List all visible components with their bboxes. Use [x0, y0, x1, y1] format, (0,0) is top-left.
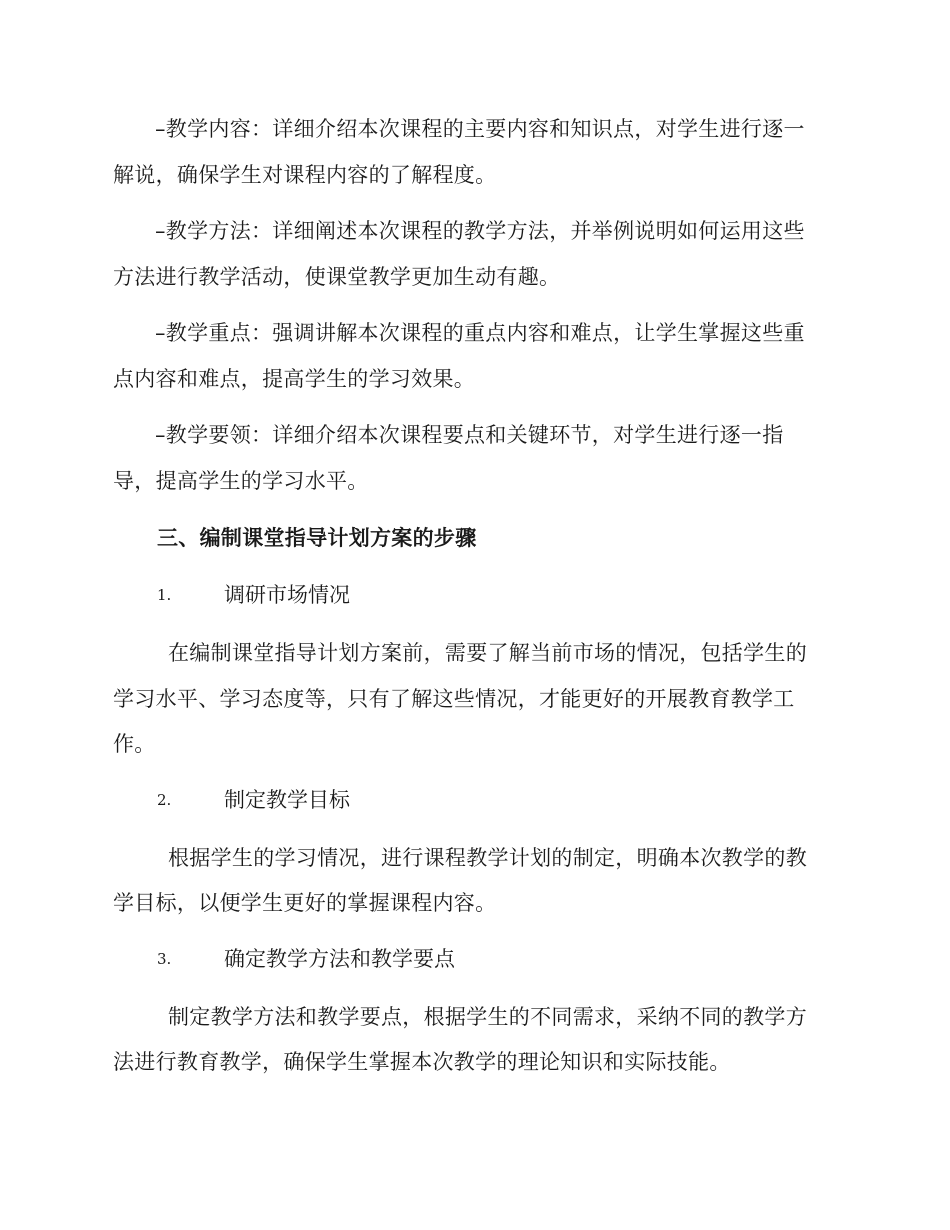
- section-heading: 三、编制课堂指导计划方案的步骤: [157, 526, 477, 550]
- step-3-title: 确定教学方法和教学要点: [224, 947, 455, 971]
- step-3-number: 3.: [157, 950, 172, 968]
- paragraph-method-line-2: 方法进行教学活动，使课堂教学更加生动有趣。: [113, 265, 561, 289]
- paragraph-method-line-1: –教学方法：详细阐述本次课程的教学方法，并举例说明如何运用这些: [155, 219, 805, 243]
- paragraph-focus-line-2: 点内容和难点，提高学生的学习效果。: [113, 367, 476, 391]
- paragraph-focus-line-1: –教学重点：强调讲解本次课程的重点内容和难点，让学生掌握这些重: [155, 321, 805, 345]
- step-3-body-line-1: 制定教学方法和教学要点，根据学生的不同需求，采纳不同的教学方: [168, 1005, 807, 1029]
- step-1-body-line-3: 作。: [113, 732, 156, 756]
- step-2-title: 制定教学目标: [224, 788, 350, 812]
- step-3-body-line-2: 法进行教育教学，确保学生掌握本次教学的理论知识和实际技能。: [113, 1050, 731, 1074]
- step-1-body-line-2: 学习水平、学习态度等，只有了解这些情况，才能更好的开展教育教学工: [113, 687, 795, 711]
- step-1-body-line-1: 在编制课堂指导计划方案前，需要了解当前市场的情况，包括学生的: [168, 641, 807, 665]
- paragraph-essentials-line-2: 导，提高学生的学习水平。: [113, 469, 369, 493]
- paragraph-essentials-line-1: –教学要领：详细介绍本次课程要点和关键环节，对学生进行逐一指: [155, 423, 784, 447]
- paragraph-content-line-1: –教学内容：详细介绍本次课程的主要内容和知识点，对学生进行逐一: [155, 117, 805, 141]
- step-1-title: 调研市场情况: [224, 583, 350, 607]
- step-1-number: 1.: [157, 586, 172, 604]
- step-2-body-line-2: 学目标，以便学生更好的掌握课程内容。: [113, 891, 497, 915]
- step-2-body-line-1: 根据学生的学习情况，进行课程教学计划的制定，明确本次教学的教: [168, 846, 807, 870]
- paragraph-content-line-2: 解说，确保学生对课程内容的了解程度。: [113, 163, 497, 187]
- step-2-number: 2.: [157, 791, 172, 809]
